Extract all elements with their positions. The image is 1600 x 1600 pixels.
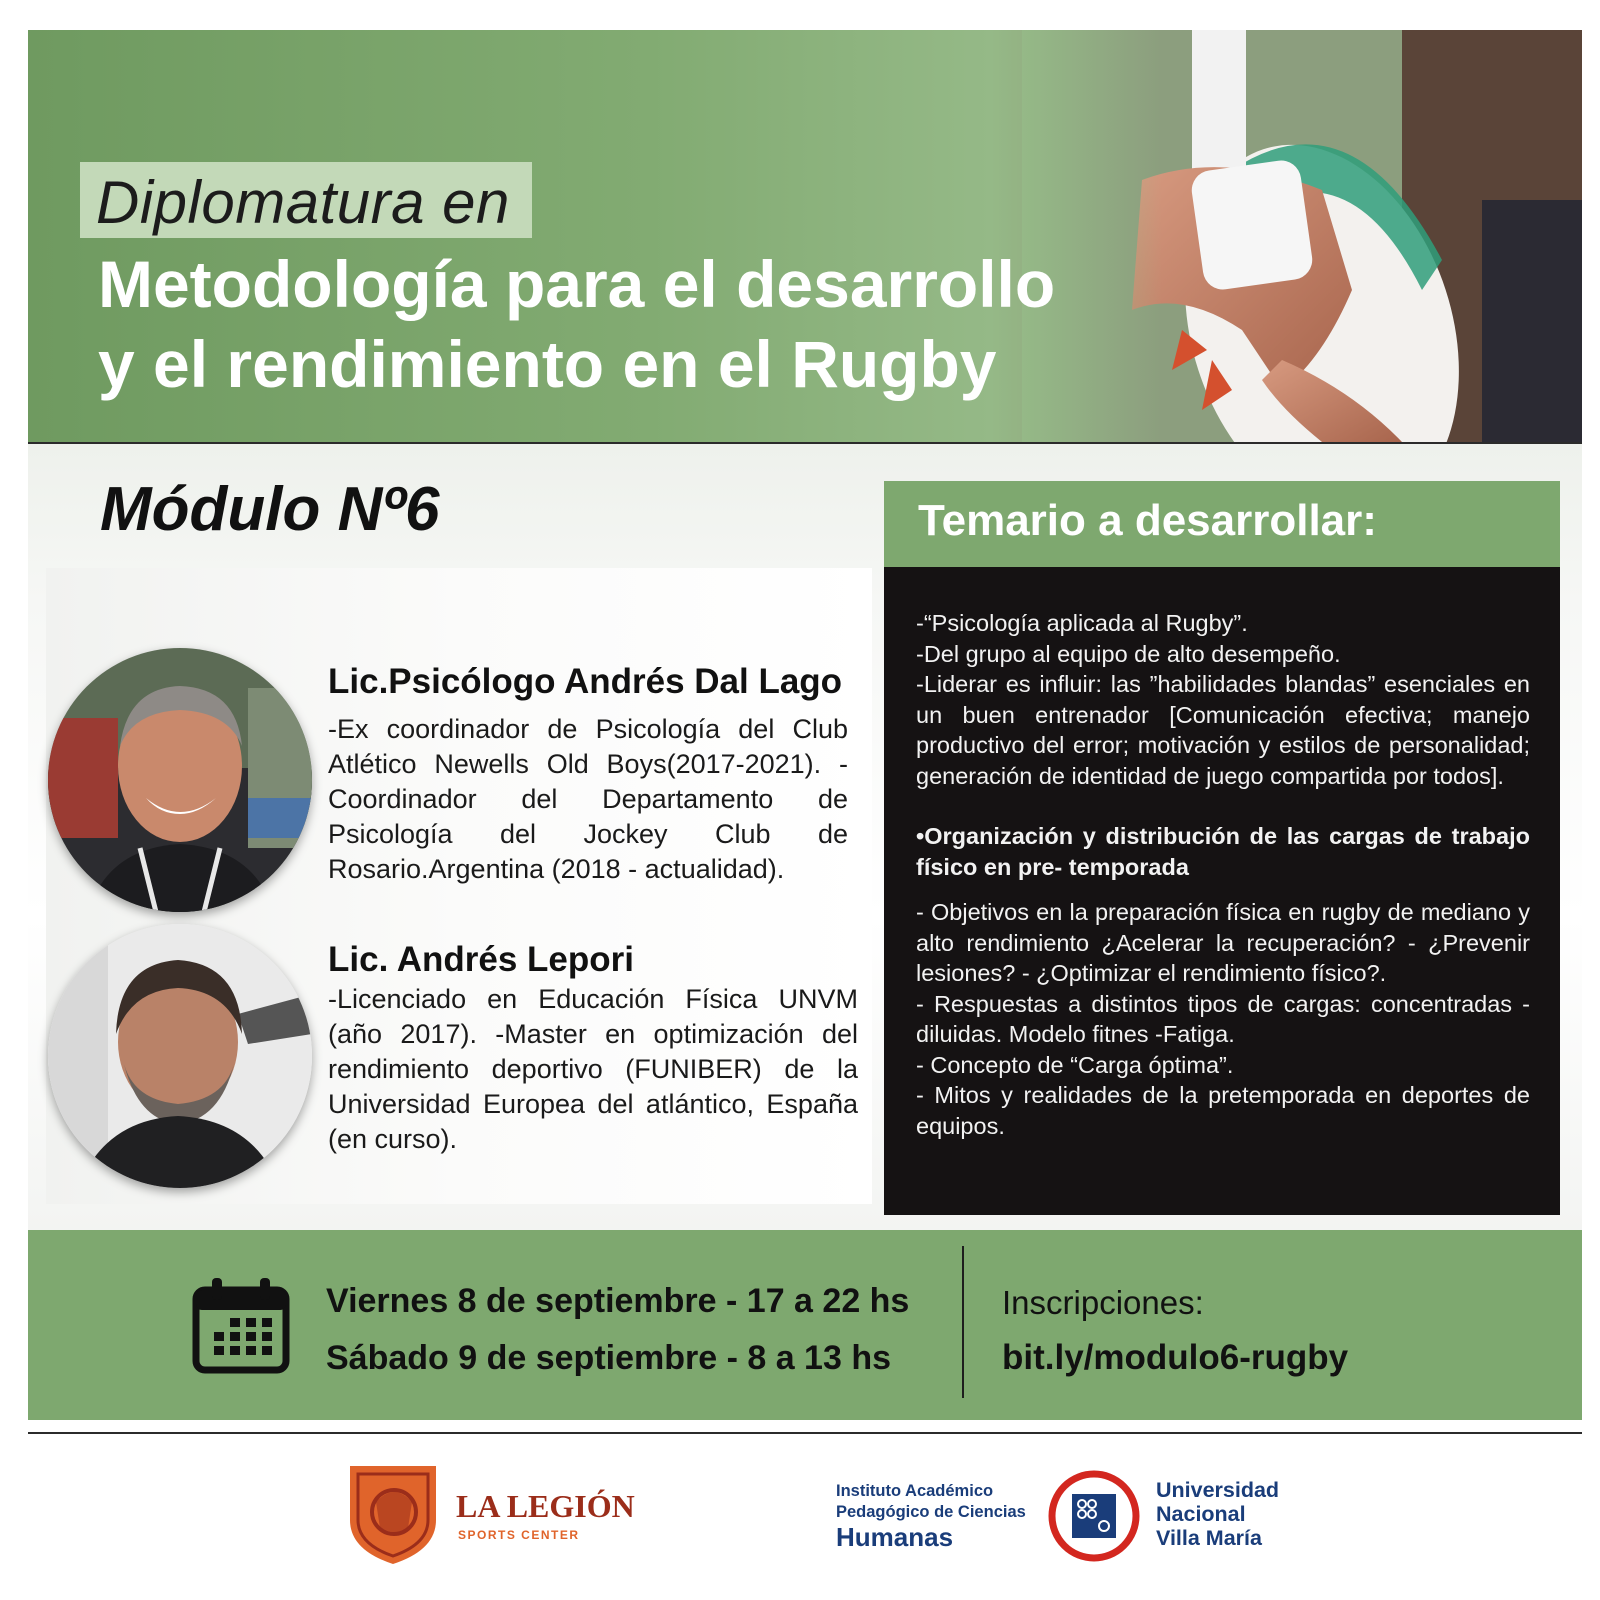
temario-item: - Respuestas a distintos tipos de cargas: concentradas - diluidas. Modelo fitnes -Fatiga. [916, 990, 1530, 1047]
temario-item: -“Psicología aplicada al Rugby”. [916, 610, 1248, 636]
calendar-icon [192, 1276, 290, 1374]
temario-item: -Liderar es influir: las ”habilidades blandas” esenciales en un buen entrenador [Comunicación efectiva; manejo productivo del error; motivación y estilos de personalidad; generación de identidad de juego compartida por todos]. [916, 671, 1530, 789]
schedule-divider [962, 1246, 964, 1398]
speaker-name: Lic. Andrés Lepori [328, 940, 634, 979]
iapch-line: Pedagógico de Ciencias [836, 1503, 1026, 1521]
title-line-2: y el rendimiento en el Rugby [98, 327, 997, 401]
temario-item: - Objetivos en la preparación física en rugby de mediano y alto rendimiento ¿Acelerar la recuperación? - ¿Prevenir lesiones? - ¿Optimizar el rendimiento físico?. [916, 899, 1530, 986]
rugby-hero-image [1022, 30, 1582, 442]
temario-title: Temario a desarrollar: [918, 496, 1377, 545]
speaker-description: -Ex coordinador de Psicología del Club Atlético Newells Old Boys(2017-2021). -Coordinador del Departamento de Psicología del Jockey Club de Rosario.Argentina (2018 - actualidad). [328, 714, 848, 884]
temario-section-heading: •Organización y distribución de las cargas de trabajo físico en pre- temporada [916, 823, 1530, 880]
speaker-photo-dal-lago [48, 648, 312, 912]
page-title [98, 244, 1098, 404]
title-line-1: Metodología para el desarrollo [98, 247, 1056, 321]
kicker-text: Diplomatura en [96, 169, 510, 236]
speaker-description: -Licenciado en Educación Física UNVM (año 2017). -Master en optimización del rendimiento deportivo (FUNIBER) de la Universidad Europea del atlántico, España (en curso). [328, 984, 858, 1154]
unvm-line: Nacional [1156, 1502, 1246, 1526]
registration-label: Inscripciones: [1002, 1284, 1204, 1321]
iapch-line: Instituto Académico [836, 1482, 994, 1500]
unvm-logo [1046, 1468, 1142, 1564]
la-legion-logo-subtitle: SPORTS CENTER [458, 1528, 580, 1542]
iapch-line: Humanas [836, 1522, 954, 1552]
iapch-logo-text [836, 1481, 1026, 1551]
la-legion-shield-logo [346, 1462, 440, 1566]
temario-item: -Del grupo al equipo de alto desempeño. [916, 640, 1341, 667]
unvm-line: Villa María [1156, 1526, 1262, 1550]
la-legion-logo-name: LA LEGIÓN [456, 1488, 635, 1524]
footer-divider [28, 1432, 1582, 1434]
unvm-line: Universidad [1156, 1478, 1280, 1502]
speaker-name: Lic.Psicólogo Andrés Dal Lago [328, 662, 843, 701]
module-title: Módulo Nº6 [100, 475, 440, 544]
temario-item: - Concepto de “Carga óptima”. [916, 1051, 1234, 1078]
schedule-date-friday: Viernes 8 de septiembre - 17 a 22 hs [326, 1282, 910, 1320]
temario-item: - Mitos y realidades de la pretemporada en deportes de equipos. [916, 1082, 1530, 1139]
registration-link[interactable]: bit.ly/modulo6-rugby [1002, 1338, 1349, 1377]
speaker-photo-lepori [48, 924, 312, 1188]
temario-list [916, 608, 1530, 1141]
unvm-logo-text [1156, 1478, 1279, 1550]
schedule-date-saturday: Sábado 9 de septiembre - 8 a 13 hs [326, 1339, 892, 1377]
